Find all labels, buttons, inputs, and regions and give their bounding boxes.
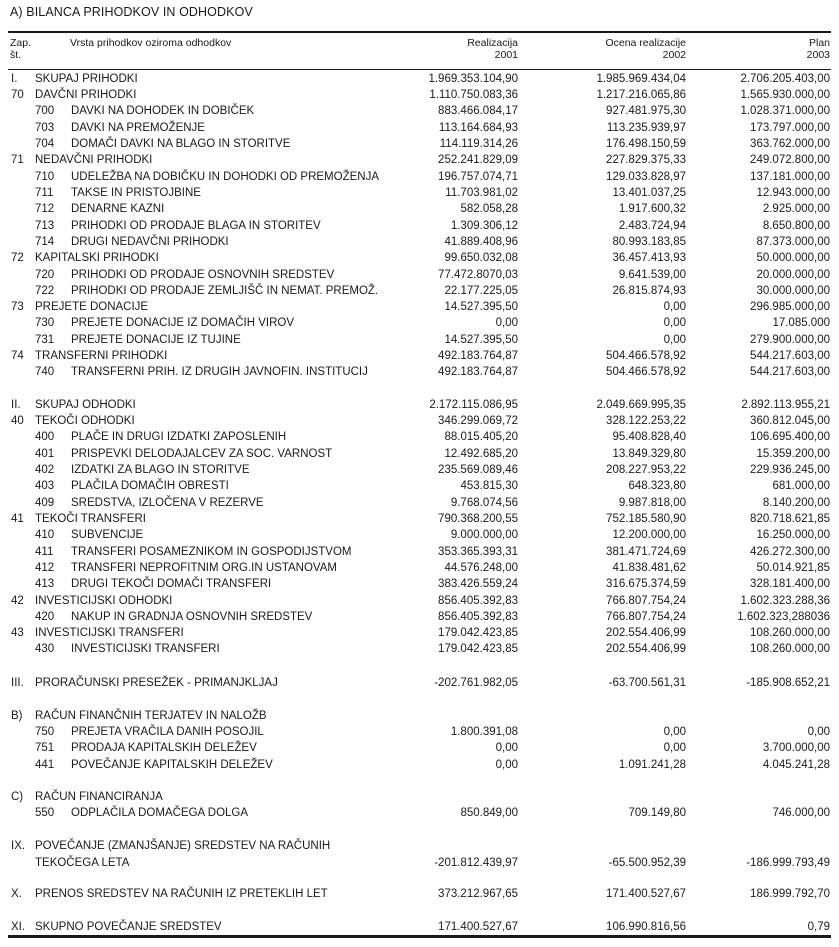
- table-row: [0, 479, 839, 494]
- row-code: 430: [35, 643, 55, 655]
- row-value-realizacija: 235.569.089,46: [438, 464, 518, 476]
- table-row: [0, 170, 839, 185]
- row-value-realizacija: 114.119.314,26: [439, 138, 518, 150]
- row-label: PREJETE DONACIJE IZ DOMAČIH VIROV: [71, 317, 294, 329]
- table-row: [0, 561, 839, 576]
- row-label: SKUPNO POVEČANJE SREDSTEV: [35, 921, 222, 933]
- header-zap: [10, 37, 31, 61]
- row-code: 420: [35, 611, 55, 623]
- row-value-plan: 108.260.000,00: [750, 627, 830, 639]
- row-value-plan: 229.936.245,00: [750, 464, 830, 476]
- row-value-ocena: 13.401.037,25: [612, 187, 686, 199]
- row-label: SUBVENCIJE: [71, 529, 144, 541]
- row-label: INVESTICIJSKI TRANSFERI: [71, 643, 220, 655]
- page-title: A) BILANCA PRIHODKOV IN ODHODKOV: [10, 5, 253, 19]
- row-value-ocena: 328.122.253,22: [606, 415, 686, 427]
- row-value-realizacija: 1.309.306,12: [450, 220, 518, 232]
- row-code: I.: [11, 73, 18, 85]
- row-label: TEKOČEGA LETA: [35, 857, 130, 869]
- header-plan: [807, 37, 830, 61]
- row-value-plan: 746.000,00: [772, 807, 830, 819]
- row-code: 550: [35, 807, 55, 819]
- row-value-realizacija: 353.365.393,31: [438, 546, 518, 558]
- row-value-realizacija: 14.527.395,50: [444, 301, 518, 313]
- row-code: 700: [35, 105, 55, 117]
- row-value-plan: 50.000.000,00: [756, 252, 830, 264]
- row-value-realizacija: 492.183.764,87: [438, 350, 518, 362]
- table-row: [0, 121, 839, 136]
- row-value-ocena: 80.993.183,85: [612, 236, 686, 248]
- row-value-realizacija: 0,00: [495, 742, 518, 754]
- row-value-realizacija: 0,00: [495, 759, 518, 771]
- row-value-ocena: 176.498.150,59: [606, 138, 686, 150]
- row-label: PRENOS SREDSTEV NA RAČUNIH IZ PRETEKLIH LET: [35, 888, 328, 900]
- row-value-realizacija: 1.969.353.104,90: [428, 73, 518, 85]
- table-row: [0, 725, 839, 740]
- row-value-realizacija: 0,00: [495, 317, 518, 329]
- row-value-ocena: 1.091.241,28: [618, 759, 686, 771]
- row-label: PRORAČUNSKI PRESEŽEK - PRIMANJKLJAJ: [35, 677, 278, 689]
- row-label: DAVKI NA DOHODEK IN DOBIČEK: [71, 105, 255, 117]
- table-row: [0, 430, 839, 445]
- row-value-ocena: 0,00: [663, 334, 686, 346]
- table-row: [0, 856, 839, 871]
- row-label: DOMAČI DAVKI NA BLAGO IN STORITVE: [71, 138, 291, 150]
- row-code: 751: [35, 742, 55, 754]
- row-code: 43: [11, 627, 24, 639]
- row-value-ocena: 113.235.939,97: [606, 122, 686, 134]
- row-value-ocena: 0,00: [663, 742, 686, 754]
- row-label: SKUPAJ ODHODKI: [35, 399, 136, 411]
- table-row: [0, 610, 839, 625]
- row-label: PRIHODKI OD PRODAJE OSNOVNIH SREDSTEV: [71, 269, 335, 281]
- row-label: DRUGI TEKOČI DOMAČI TRANSFERI: [71, 578, 272, 590]
- row-code: 401: [35, 448, 55, 460]
- row-value-realizacija: 883.466.084,17: [438, 105, 518, 117]
- table-row: [0, 887, 839, 902]
- row-label: PREJETE DONACIJE: [35, 301, 149, 313]
- row-value-plan: 279.900.000,00: [750, 334, 830, 346]
- table-row: [0, 512, 839, 527]
- row-value-realizacija: 22.177.225,05: [444, 285, 518, 297]
- table-row: [0, 806, 839, 821]
- table-row: [0, 316, 839, 331]
- table-row: [0, 577, 839, 592]
- row-label: PRODAJA KAPITALSKIH DELEŽEV: [71, 742, 257, 754]
- table-row: [0, 349, 839, 364]
- row-code: 712: [35, 203, 55, 215]
- row-value-ocena: 648.323,80: [628, 480, 686, 492]
- row-code: 441: [35, 759, 55, 771]
- row-code: 731: [35, 334, 55, 346]
- row-code: 714: [35, 236, 55, 248]
- row-value-realizacija: 790.368.200,55: [438, 513, 518, 525]
- row-value-plan: 137.181.000,00: [750, 171, 830, 183]
- row-code: 413: [35, 578, 55, 590]
- row-value-ocena: 9.641.539,00: [618, 269, 686, 281]
- row-value-plan: 17.085.000: [772, 317, 830, 329]
- table-row: [0, 251, 839, 266]
- row-value-realizacija: 14.527.395,50: [444, 334, 518, 346]
- table-row: [0, 202, 839, 217]
- row-label: RAČUN FINANČNIH TERJATEV IN NALOŽB: [35, 710, 267, 722]
- row-value-plan: 2.706.205.403,00: [740, 73, 830, 85]
- row-value-ocena: 36.457.413,93: [612, 252, 686, 264]
- row-label: TAKSE IN PRISTOJBINE: [71, 187, 201, 199]
- header-ocena-line2: 2002: [662, 49, 686, 61]
- table-row: [0, 137, 839, 152]
- row-label: PLAČE IN DRUGI IZDATKI ZAPOSLENIH: [71, 431, 287, 443]
- row-value-realizacija: 373.212.967,65: [438, 888, 518, 900]
- table-row: [0, 626, 839, 641]
- row-value-ocena: 1.217.216.065,86: [596, 89, 686, 101]
- row-label: NEDAVČNI PRIHODKI: [35, 154, 153, 166]
- row-value-realizacija: 252.241.829,09: [438, 154, 518, 166]
- row-value-ocena: 1.917.600,32: [618, 203, 686, 215]
- row-value-ocena: 316.675.374,59: [606, 578, 686, 590]
- row-value-realizacija: 44.576.248,00: [444, 562, 518, 574]
- row-value-plan: 0,79: [807, 921, 830, 933]
- row-value-ocena: 0,00: [663, 726, 686, 738]
- row-value-plan: 363.762.000,00: [750, 138, 830, 150]
- row-code: 71: [11, 154, 24, 166]
- table-row: [0, 333, 839, 348]
- row-code: 40: [11, 415, 24, 427]
- row-value-plan: 16.250.000,00: [756, 529, 830, 541]
- row-value-ocena: 171.400.527,67: [606, 888, 686, 900]
- row-label: KAPITALSKI PRIHODKI: [35, 252, 159, 264]
- row-code: 704: [35, 138, 55, 150]
- table-row: [0, 463, 839, 478]
- row-value-realizacija: 179.042.423,85: [438, 627, 518, 639]
- row-value-realizacija: 11.703.981,02: [445, 187, 518, 199]
- table-row: [0, 72, 839, 87]
- row-code: 703: [35, 122, 55, 134]
- table-row: [0, 268, 839, 283]
- row-label: PREJETA VRAČILA DANIH POSOJIL: [71, 726, 264, 738]
- header-plan-line2: 2003: [806, 49, 830, 61]
- row-value-ocena: 202.554.406,99: [606, 643, 686, 655]
- row-value-ocena: 709.149,80: [628, 807, 686, 819]
- row-value-realizacija: 346.299.069,72: [438, 415, 518, 427]
- row-value-realizacija: -202.761.982,05: [434, 677, 518, 689]
- row-label: TRANSFERNI PRIH. IZ DRUGIH JAVNOFIN. INSTITUCIJ: [71, 366, 368, 378]
- row-value-plan: 426.272.300,00: [750, 546, 830, 558]
- header-realizacija-line2: 2001: [494, 49, 518, 61]
- row-code: 711: [35, 187, 54, 199]
- row-code: 750: [35, 726, 55, 738]
- row-label: NAKUP IN GRADNJA OSNOVNIH SREDSTEV: [71, 611, 313, 623]
- table-row: [0, 398, 839, 413]
- row-value-plan: 186.999.792,70: [750, 888, 830, 900]
- row-value-realizacija: 12.492.685,20: [444, 448, 518, 460]
- row-value-plan: 1.602.323.288,36: [740, 595, 830, 607]
- row-value-realizacija: 492.183.764,87: [438, 366, 518, 378]
- row-code: 411: [35, 546, 54, 558]
- row-value-plan: 820.718.621,85: [750, 513, 830, 525]
- row-code: 70: [11, 89, 24, 101]
- row-value-realizacija: 2.172.115.086,95: [429, 399, 518, 411]
- table-row: [0, 790, 839, 805]
- row-value-plan: 296.985.000,00: [750, 301, 830, 313]
- row-value-plan: 173.797.000,00: [750, 122, 830, 134]
- row-code: 713: [35, 220, 55, 232]
- row-label: PRIHODKI OD PRODAJE BLAGA IN STORITEV: [71, 220, 321, 232]
- row-value-plan: 106.695.400,00: [750, 431, 830, 443]
- header-zap-line2: št.: [10, 49, 22, 61]
- header-ocena-line1: Ocena realizacije: [605, 37, 686, 49]
- row-value-ocena: 752.185.580,90: [606, 513, 686, 525]
- row-value-ocena: -63.700.561,31: [608, 677, 686, 689]
- row-value-ocena: 1.985.969.434,04: [596, 73, 686, 85]
- row-value-realizacija: 179.042.423,85: [438, 643, 518, 655]
- row-value-plan: 15.359.200,00: [756, 448, 830, 460]
- table-row: [0, 300, 839, 315]
- row-code: B): [11, 710, 23, 722]
- row-code: 720: [35, 269, 55, 281]
- header-plan-line1: Plan: [808, 37, 830, 49]
- table-row: [0, 920, 839, 935]
- row-value-plan: 20.000.000,00: [756, 269, 830, 281]
- row-label: IZDATKI ZA BLAGO IN STORITVE: [71, 464, 250, 476]
- row-code: 42: [11, 595, 24, 607]
- row-value-plan: 8.650.800,00: [762, 220, 830, 232]
- table-row: [0, 594, 839, 609]
- row-value-realizacija: 113.164.684,93: [438, 122, 518, 134]
- row-label: INVESTICIJSKI ODHODKI: [35, 595, 173, 607]
- row-value-plan: 2.892.113.955,21: [741, 399, 830, 411]
- row-value-realizacija: 77.472.8070,03: [438, 269, 518, 281]
- row-label: TEKOČI TRANSFERI: [35, 513, 146, 525]
- row-value-ocena: 129.033.828,97: [606, 171, 686, 183]
- row-code: II.: [11, 399, 21, 411]
- row-value-plan: 87.373.000,00: [756, 236, 830, 248]
- table-row: [0, 284, 839, 299]
- row-label: DENARNE KAZNI: [71, 203, 165, 215]
- row-value-ocena: 381.471.724,69: [606, 546, 686, 558]
- row-value-realizacija: 383.426.559,24: [438, 578, 518, 590]
- row-value-plan: 1.565.930.000,00: [740, 89, 830, 101]
- table-row: [0, 496, 839, 511]
- row-value-plan: 328.181.400,00: [750, 578, 830, 590]
- row-label: PRIHODKI OD PRODAJE ZEMLJIŠČ IN NEMAT. PREMOŽ.: [71, 285, 379, 297]
- row-label: SKUPAJ PRIHODKI: [35, 73, 138, 85]
- row-value-realizacija: 856.405.392,83: [438, 595, 518, 607]
- row-code: III.: [11, 677, 24, 689]
- row-value-realizacija: 850.849,00: [460, 807, 518, 819]
- table-row: [0, 186, 839, 201]
- row-value-plan: 544.217.603,00: [750, 366, 830, 378]
- table-row: [0, 528, 839, 543]
- row-value-ocena: 504.466.578,92: [606, 366, 686, 378]
- row-value-realizacija: 99.650.032,08: [444, 252, 518, 264]
- table-row: [0, 545, 839, 560]
- row-value-plan: 1.028.371.000,00: [740, 105, 830, 117]
- row-value-plan: 0,00: [807, 726, 830, 738]
- row-code: IX.: [11, 840, 26, 852]
- row-value-plan: 8.140.200,00: [762, 497, 830, 509]
- row-value-plan: 249.072.800,00: [750, 154, 830, 166]
- row-label: TRANSFERNI PRIHODKI: [35, 350, 168, 362]
- table-row: [0, 414, 839, 429]
- row-value-realizacija: -201.812.439,97: [434, 857, 518, 869]
- row-value-ocena: 41.838.481,62: [612, 562, 686, 574]
- table-row: [0, 839, 839, 854]
- row-value-plan: 681.000,00: [772, 480, 830, 492]
- row-value-realizacija: 196.757.074,71: [438, 171, 518, 183]
- row-value-ocena: 95.408.828,40: [612, 431, 686, 443]
- row-value-ocena: 0,00: [663, 317, 686, 329]
- row-value-ocena: 9.987.818,00: [618, 497, 686, 509]
- row-label: POVEČANJE KAPITALSKIH DELEŽEV: [71, 759, 273, 771]
- row-label: ODPLAČILA DOMAČEGA DOLGA: [71, 807, 249, 819]
- row-value-realizacija: 856.405.392,83: [438, 611, 518, 623]
- top-rule: [8, 31, 831, 33]
- row-code: 740: [35, 366, 55, 378]
- row-value-ocena: 227.829.375,33: [606, 154, 686, 166]
- row-value-plan: 50.014.921,85: [756, 562, 830, 574]
- row-value-plan: 2.925.000,00: [762, 203, 830, 215]
- row-value-ocena: 0,00: [663, 301, 686, 313]
- row-code: 403: [35, 480, 55, 492]
- header-rule: [8, 69, 831, 70]
- row-value-ocena: 766.807.754,24: [606, 611, 686, 623]
- table-row: [0, 219, 839, 234]
- row-value-ocena: 504.466.578,92: [606, 350, 686, 362]
- row-code: 74: [11, 350, 24, 362]
- table-row: [0, 642, 839, 657]
- header-vrsta: Vrsta prihodkov oziroma odhodkov: [70, 37, 232, 49]
- header-realizacija: [467, 37, 518, 61]
- table-row: [0, 365, 839, 380]
- row-label: INVESTICIJSKI TRANSFERI: [35, 627, 184, 639]
- row-code: 409: [35, 497, 55, 509]
- row-label: PRISPEVKI DELODAJALCEV ZA SOC. VARNOST: [71, 448, 333, 460]
- row-value-plan: -185.908.652,21: [746, 677, 830, 689]
- row-code: XI.: [11, 921, 26, 933]
- row-value-realizacija: 9.000.000,00: [450, 529, 518, 541]
- table-row: [0, 709, 839, 724]
- table-row: [0, 447, 839, 462]
- row-value-realizacija: 171.400.527,67: [438, 921, 518, 933]
- table-row: [0, 153, 839, 168]
- row-code: X.: [11, 888, 22, 900]
- table-row: [0, 758, 839, 773]
- bottom-rule: [8, 935, 831, 938]
- row-label: UDELEŽBA NA DOBIČKU IN DOHODKI OD PREMOŽENJA: [71, 171, 379, 183]
- row-value-ocena: 106.990.816,56: [606, 921, 686, 933]
- row-code: 72: [11, 252, 24, 264]
- row-label: SREDSTVA, IZLOČENA V REZERVE: [71, 497, 264, 509]
- row-value-plan: 30.000.000,00: [756, 285, 830, 297]
- row-value-plan: -186.999.793,49: [746, 857, 830, 869]
- row-code: 730: [35, 317, 55, 329]
- header-ocena: [605, 37, 686, 61]
- row-code: 402: [35, 464, 55, 476]
- row-value-realizacija: 582.058,28: [460, 203, 518, 215]
- table-row: [0, 104, 839, 119]
- row-code: 41: [11, 513, 24, 525]
- row-label: TRANSFERI NEPROFITNIM ORG.IN USTANOVAM: [71, 562, 337, 574]
- row-value-ocena: 927.481.975,30: [606, 105, 686, 117]
- row-label: PREJETE DONACIJE IZ TUJINE: [71, 334, 241, 346]
- row-label: POVEČANJE (ZMANJŠANJE) SREDSTEV NA RAČUNIH: [35, 840, 331, 852]
- row-value-realizacija: 1.800.391,08: [450, 726, 518, 738]
- row-value-plan: 4.045.241,28: [762, 759, 830, 771]
- row-value-ocena: 26.815.874,93: [612, 285, 686, 297]
- row-value-ocena: 766.807.754,24: [606, 595, 686, 607]
- row-value-ocena: -65.500.952,39: [608, 857, 686, 869]
- row-label: TRANSFERI POSAMEZNIKOM IN GOSPODIJSTVOM: [71, 546, 352, 558]
- row-value-plan: 3.700.000,00: [762, 742, 830, 754]
- row-value-ocena: 13.849.329,80: [612, 448, 686, 460]
- row-label: DAVKI NA PREMOŽENJE: [71, 122, 205, 134]
- row-label: PLAČILA DOMAČIH OBRESTI: [71, 480, 229, 492]
- table-row: [0, 676, 839, 691]
- table-row: [0, 88, 839, 103]
- header-zap-line1: Zap.: [10, 37, 32, 49]
- row-value-realizacija: 88.015.405,20: [444, 431, 518, 443]
- row-label: DAVČNI PRIHODKI: [35, 89, 137, 101]
- row-code: 400: [35, 431, 55, 443]
- row-value-realizacija: 41.889.408,96: [444, 236, 518, 248]
- row-value-realizacija: 453.815,30: [460, 480, 518, 492]
- row-value-plan: 360.812.045,00: [750, 415, 830, 427]
- row-value-plan: 12.943.000,00: [756, 187, 830, 199]
- header-realizacija-line1: Realizacija: [467, 37, 518, 49]
- row-label: TEKOČI ODHODKI: [35, 415, 135, 427]
- row-label: DRUGI NEDAVČNI PRIHODKI: [71, 236, 229, 248]
- row-code: 710: [35, 171, 55, 183]
- row-value-realizacija: 1.110.750.083,36: [429, 89, 518, 101]
- row-code: 73: [11, 301, 24, 313]
- row-code: C): [11, 791, 24, 803]
- row-value-ocena: 2.483.724,94: [618, 220, 686, 232]
- row-code: 722: [35, 285, 55, 297]
- table-row: [0, 741, 839, 756]
- row-code: 412: [35, 562, 55, 574]
- table-row: [0, 235, 839, 250]
- row-value-ocena: 208.227.953,22: [606, 464, 686, 476]
- row-value-plan: 108.260.000,00: [750, 643, 830, 655]
- row-value-ocena: 202.554.406,99: [606, 627, 686, 639]
- row-code: 410: [35, 529, 55, 541]
- row-label: RAČUN FINANCIRANJA: [35, 791, 163, 803]
- row-value-ocena: 2.049.669.995,35: [596, 399, 686, 411]
- row-value-realizacija: 9.768.074,56: [450, 497, 518, 509]
- row-value-plan: 544.217.603,00: [750, 350, 830, 362]
- row-value-ocena: 12.200.000,00: [612, 529, 686, 541]
- row-value-plan: 1.602.323,288036: [737, 611, 830, 623]
